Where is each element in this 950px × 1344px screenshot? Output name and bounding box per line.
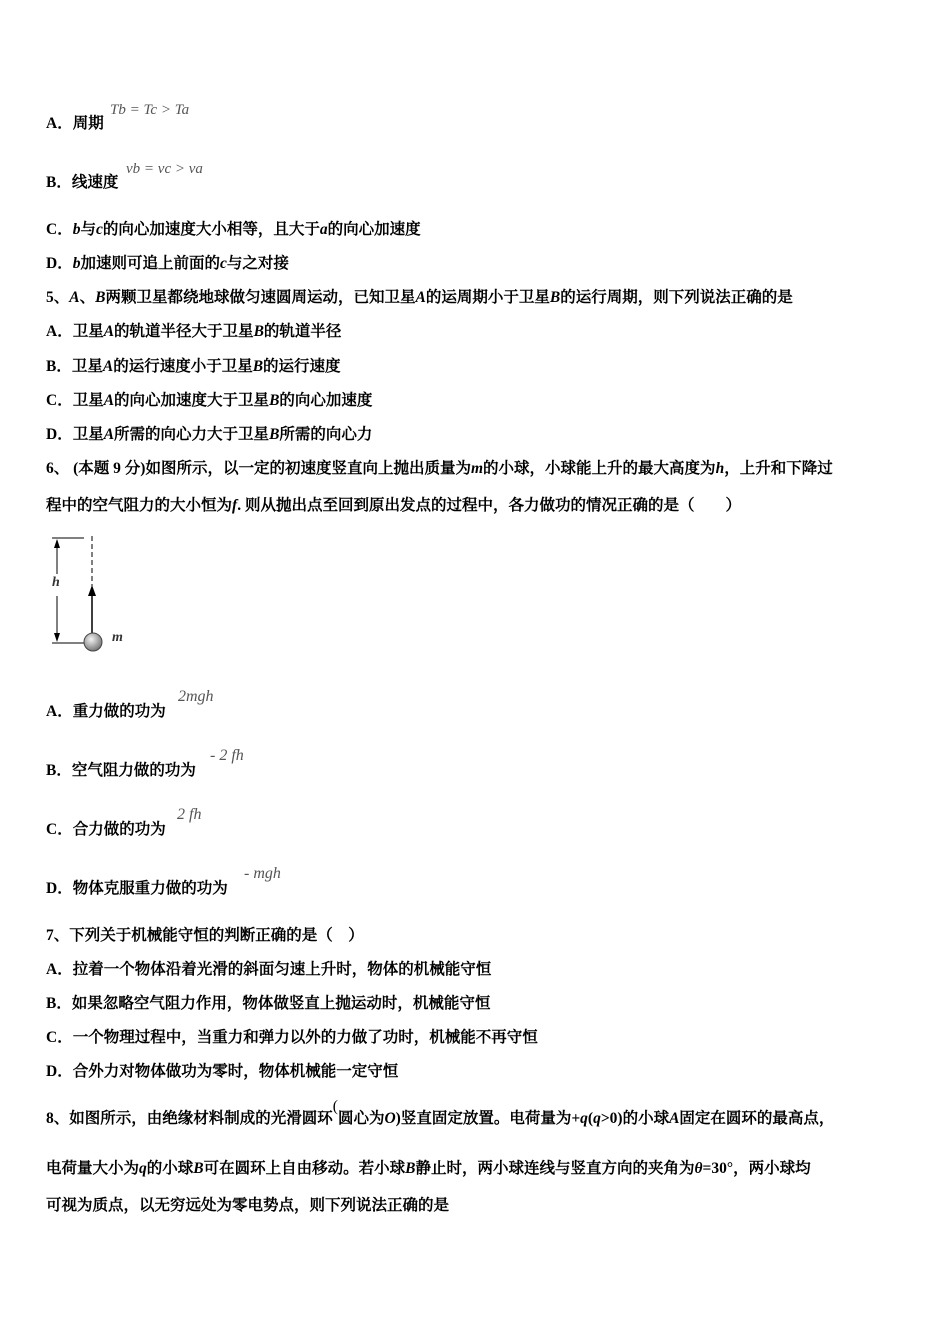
q6-option-a-label: A．重力做的功为 bbox=[46, 703, 166, 720]
q5-stem: 5、A、B两颗卫星都绕地球做匀速圆周运动，已知卫星A的运周期小于卫星B的运行周期，则下列说法正确的是 bbox=[46, 289, 793, 306]
q4-option-d: D．b加速则可追上前面的c与之对接 bbox=[46, 255, 289, 272]
q8-stem-line3: 可视为质点，以无穷远处为零电势点，则下列说法正确的是 bbox=[46, 1197, 450, 1214]
ball bbox=[84, 633, 102, 651]
q6-stem-line1: 6、 (本题 9 分)如图所示，以一定的初速度竖直向上抛出质量为m的小球，小球能上升的最大高度为h，上升和下降过 bbox=[46, 460, 833, 477]
q5-option-b: B．卫星A的运行速度小于卫星B的运行速度 bbox=[46, 358, 341, 375]
h-arrow-up-head bbox=[54, 539, 60, 548]
q7-stem: 7、下列关于机械能守恒的判断正确的是（ ） bbox=[46, 927, 364, 944]
q4-option-a-formula: Tb = Tc > Ta bbox=[110, 102, 190, 118]
m-label: m bbox=[112, 630, 123, 645]
q8-stem-line1: 8、如图所示，由绝缘材料制成的光滑圆环(圆心为O)竖直固定放置。电荷量为+q(q>0)的小球A固定在圆环的最高点， bbox=[46, 1098, 835, 1127]
q7-option-b: B．如果忽略空气阻力作用，物体做竖直上抛运动时，机械能守恒 bbox=[46, 995, 491, 1012]
q6-option-a bbox=[46, 702, 166, 722]
q6-option-c-formula: 2 fh bbox=[177, 806, 202, 823]
q6-option-a-formula: 2mgh bbox=[178, 688, 214, 705]
q6-option-d bbox=[46, 879, 228, 899]
h-arrow-down-head bbox=[54, 633, 60, 642]
q4-option-b bbox=[46, 173, 118, 193]
q7-option-a: A．拉着一个物体沿着光滑的斜面匀速上升时，物体的机械能守恒 bbox=[46, 961, 492, 978]
q4-option-a-label: A．周期 bbox=[46, 115, 104, 132]
q6-option-c bbox=[46, 820, 166, 840]
q5-option-a: A．卫星A的轨道半径大于卫星B的轨道半径 bbox=[46, 323, 342, 340]
q5-option-c: C．卫星A的向心加速度大于卫星B的向心加速度 bbox=[46, 392, 373, 409]
q6-option-b bbox=[46, 761, 196, 781]
q6-option-b-formula: - 2 fh bbox=[210, 747, 244, 764]
q6-option-d-label: D．物体克服重力做的功为 bbox=[46, 880, 228, 897]
q6-option-d-formula: - mgh bbox=[244, 865, 281, 882]
q7-option-c: C．一个物理过程中，当重力和弹力以外的力做了功时，机械能不再守恒 bbox=[46, 1029, 538, 1046]
q4-option-a bbox=[46, 114, 104, 134]
q4-option-c: C．b与c的向心加速度大小相等，且大于a的向心加速度 bbox=[46, 221, 421, 238]
q7-option-d: D．合外力对物体做功为零时，物体机械能一定守恒 bbox=[46, 1063, 399, 1080]
q8-paren: ( bbox=[332, 1098, 338, 1115]
q6-option-b-label: B．空气阻力做的功为 bbox=[46, 762, 196, 779]
q6-stem-line2: 程中的空气阻力的大小恒为f. 则从抛出点至回到原出发点的过程中，各力做功的情况正确的是（ ） bbox=[46, 497, 741, 514]
q4-option-b-label: B．线速度 bbox=[46, 174, 119, 191]
q6-figure bbox=[44, 530, 144, 660]
h-label: h bbox=[52, 575, 60, 590]
q6-option-c-label: C．合力做的功为 bbox=[46, 821, 166, 838]
q8-stem-line2: 电荷量大小为q的小球B可在圆环上自由移动。若小球B静止时，两小球连线与竖直方向的夹角为θ=30°，两小球均 bbox=[46, 1160, 811, 1177]
velocity-arrow-head bbox=[88, 585, 96, 596]
q4-option-b-formula: vb = vc > va bbox=[126, 161, 203, 177]
q5-option-d: D．卫星A所需的向心力大于卫星B所需的向心力 bbox=[46, 426, 373, 443]
